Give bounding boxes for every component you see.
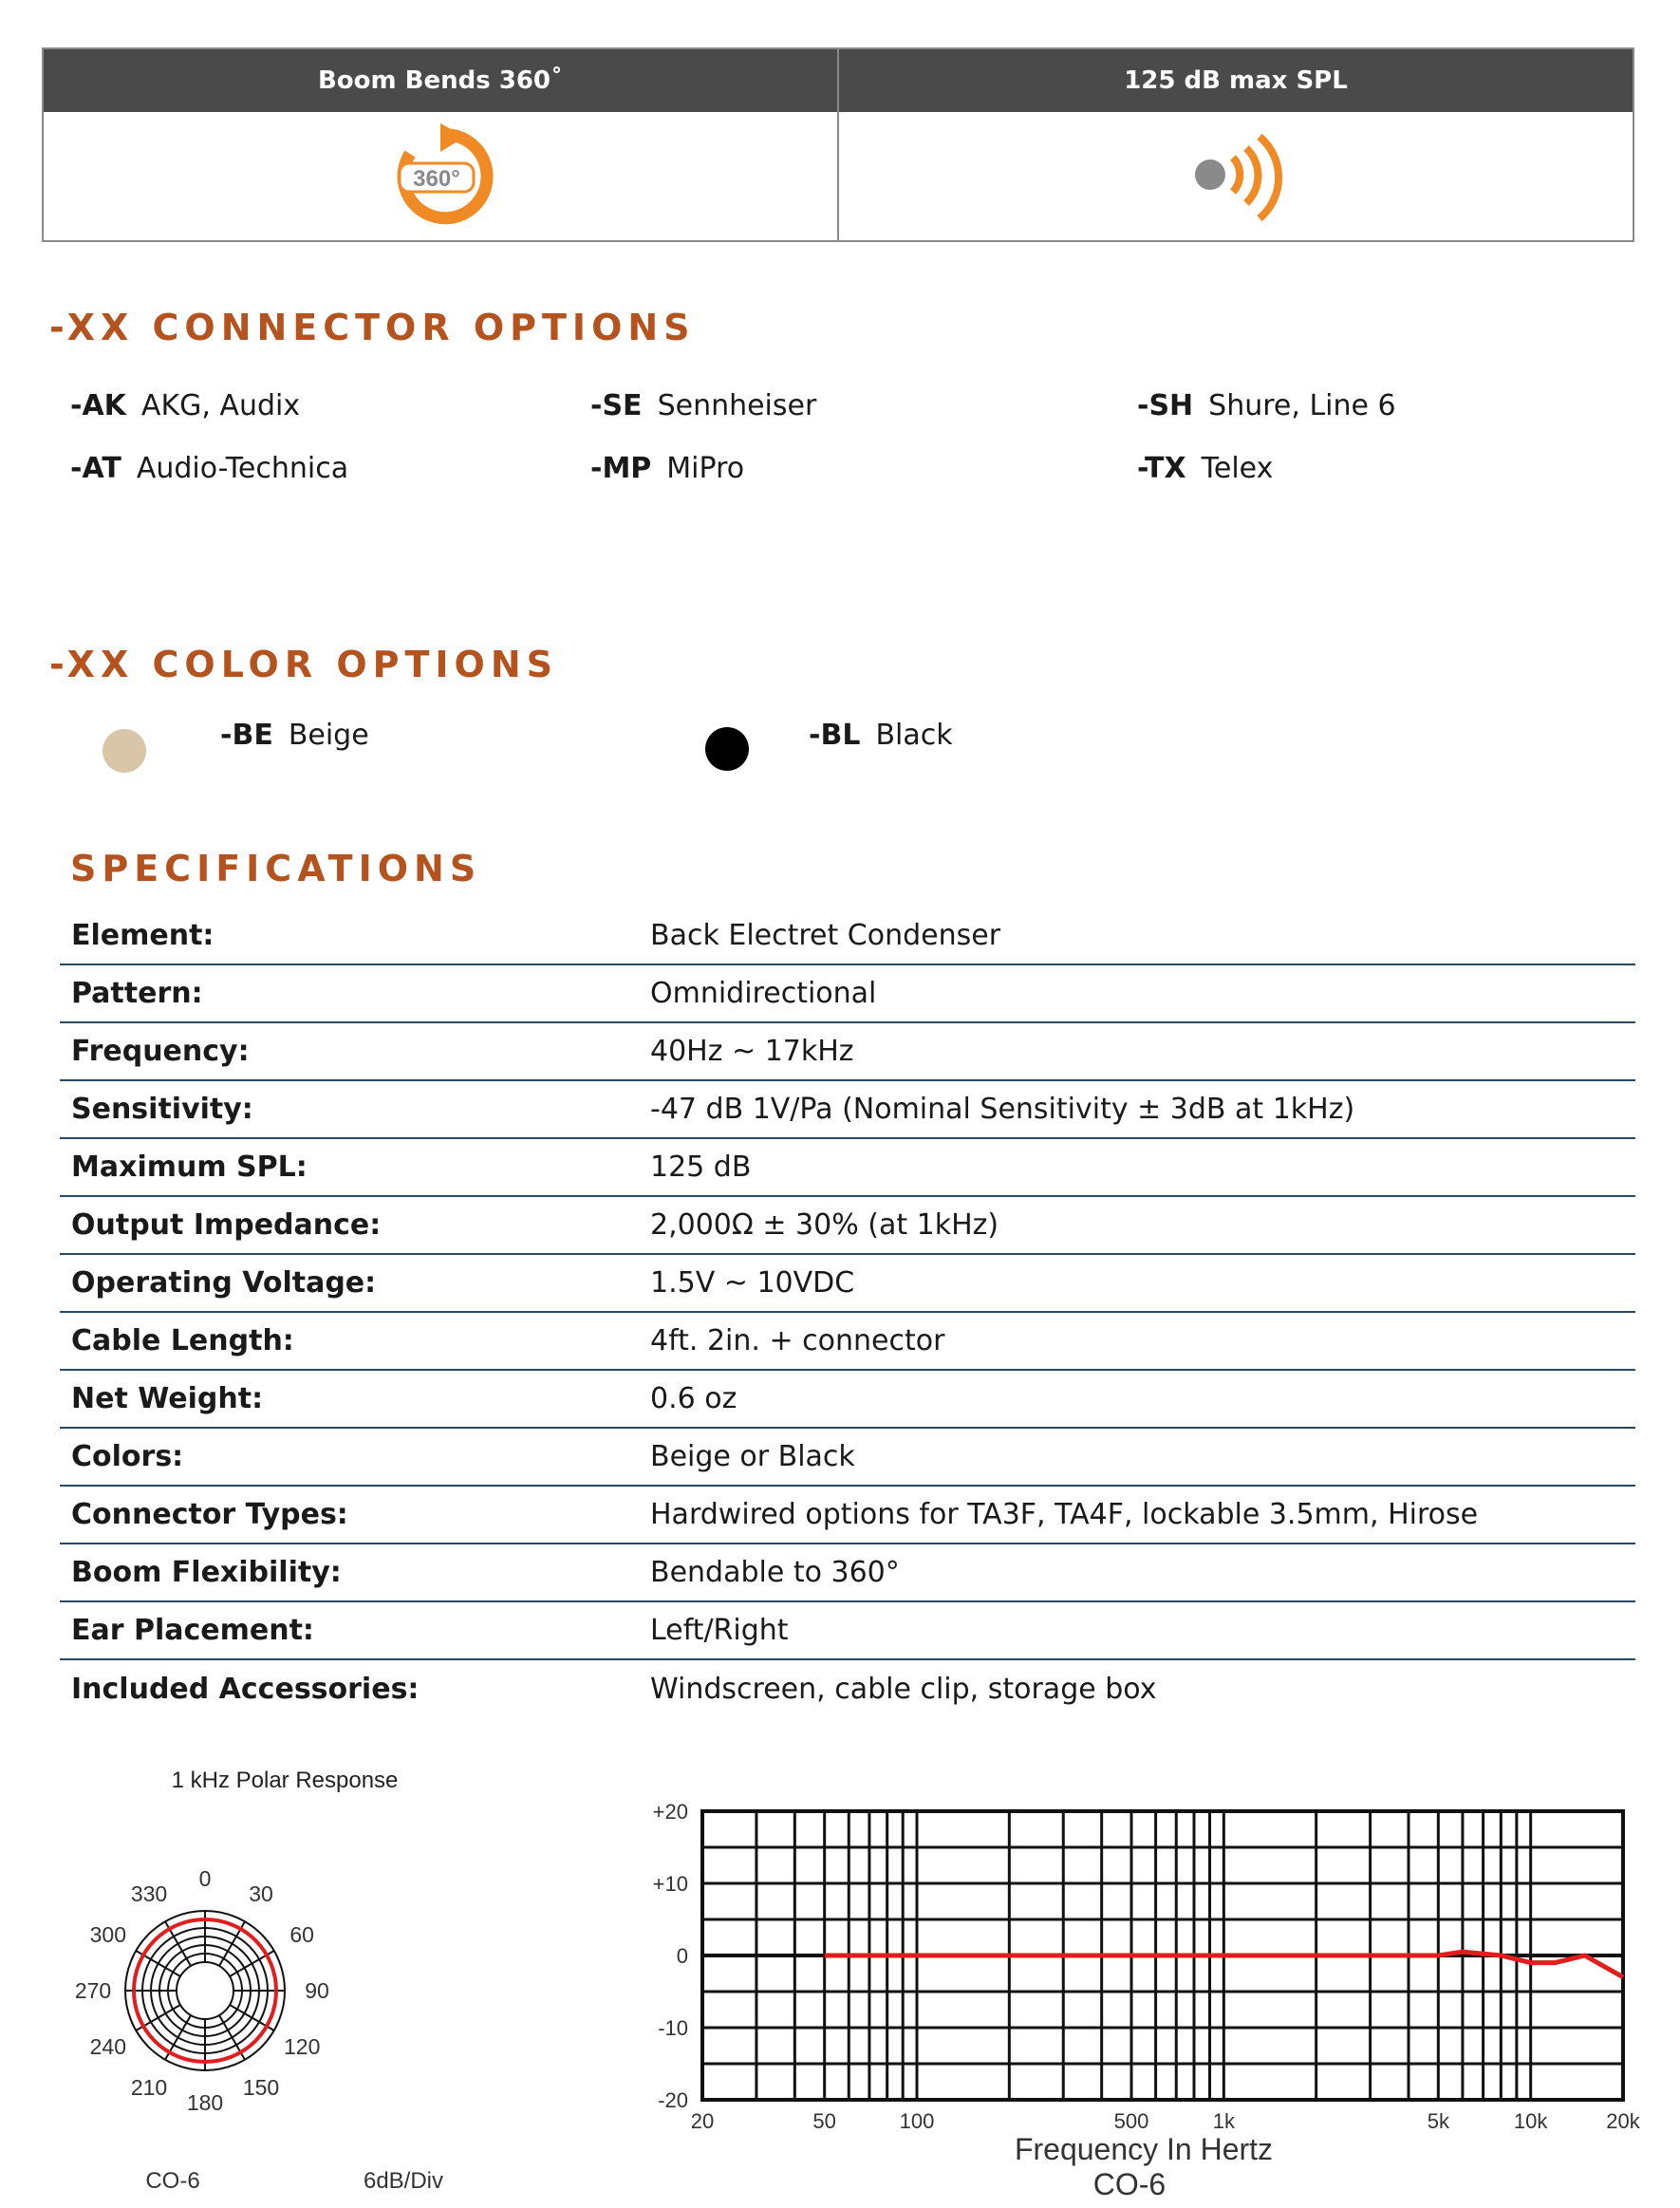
freq-model-label: CO-6 [1092, 2167, 1167, 2201]
spec-value: Bendable to 360° [650, 1556, 900, 1589]
spec-label: Element: [71, 919, 215, 952]
freq-x-tick-label: 5k [1427, 2109, 1449, 2133]
freq-y-tick-label: -10 [658, 2016, 688, 2040]
polar-angle-label: 300 [89, 1922, 126, 1947]
polar-angle-label: 180 [186, 2090, 224, 2115]
freq-x-tick-label: 100 [899, 2109, 935, 2133]
spec-label: Sensitivity: [71, 1093, 253, 1126]
spec-value: Omnidirectional [650, 977, 877, 1010]
spec-label: Colors: [71, 1440, 184, 1473]
spec-row [60, 1371, 1635, 1429]
spec-value: 40Hz ~ 17kHz [650, 1035, 854, 1068]
spec-value: Beige or Black [650, 1440, 855, 1473]
spec-row [60, 1602, 1635, 1660]
feature-label: 125 dB max SPL [839, 49, 1633, 112]
spec-label: Included Accessories: [71, 1673, 420, 1706]
spec-label: Frequency: [71, 1035, 250, 1068]
polar-angle-label: 210 [130, 2075, 168, 2101]
freq-x-axis-label: Frequency In Hertz [1014, 2132, 1274, 2166]
spec-label: Cable Length: [71, 1324, 294, 1357]
beige-swatch [103, 729, 146, 773]
spec-value: -47 dB 1V/Pa (Nominal Sensitivity ± 3dB at 1kHz) [650, 1093, 1355, 1126]
polar-response-chart [74, 1756, 498, 2202]
polar-angle-label: 60 [289, 1922, 314, 1947]
spec-row [60, 1487, 1635, 1544]
specifications-title: SPECIFICATIONS [70, 848, 482, 889]
connector-option: -MP MiPro [590, 452, 745, 485]
spec-value: Hardwired options for TA3F, TA4F, lockable 3.5mm, Hirose [650, 1498, 1479, 1531]
polar-angle-label: 330 [130, 1881, 168, 1906]
spec-value: 0.6 oz [650, 1382, 737, 1415]
black-swatch [705, 727, 749, 771]
spec-row [60, 1660, 1635, 1718]
polar-angle-label: 270 [74, 1978, 112, 2003]
polar-grid-ring [168, 1954, 242, 2028]
polar-angle-label: 0 [198, 1866, 212, 1891]
spec-label: Pattern: [71, 977, 203, 1010]
polar-grid-ring [177, 1962, 233, 2019]
freq-x-tick-label: 50 [812, 2109, 836, 2133]
freq-y-tick-label: +10 [652, 1872, 688, 1896]
spec-label: Boom Flexibility: [71, 1556, 342, 1589]
connector-option: -SH Shure, Line 6 [1137, 389, 1396, 422]
freq-y-tick-label: -20 [658, 2088, 688, 2112]
feature-boom-bends [44, 49, 837, 240]
spec-value: 2,000Ω ± 30% (at 1kHz) [650, 1208, 999, 1242]
freq-x-tick-label: 1k [1212, 2109, 1235, 2133]
spec-row [60, 1081, 1635, 1139]
spec-value: Windscreen, cable clip, storage box [650, 1673, 1157, 1706]
color-option-black: -BL Black [809, 719, 953, 752]
spec-value: 1.5V ~ 10VDC [650, 1266, 855, 1300]
spec-row [60, 1255, 1635, 1313]
polar-model-label: CO-6 [145, 2168, 200, 2194]
spec-value: 125 dB [650, 1151, 752, 1184]
spec-label: Ear Placement: [71, 1614, 314, 1647]
spec-label: Net Weight: [71, 1382, 264, 1415]
polar-angle-label: 30 [249, 1881, 273, 1906]
spec-row [60, 1023, 1635, 1081]
spec-value: 4ft. 2in. + connector [650, 1324, 945, 1357]
spec-value: Left/Right [650, 1614, 789, 1647]
spec-row [60, 1544, 1635, 1602]
sound-waves-icon [1184, 120, 1288, 234]
specifications-table [60, 908, 1635, 1718]
freq-x-tick-label: 10k [1513, 2109, 1548, 2133]
freq-y-tick-label: 0 [676, 1944, 688, 1968]
feature-max-spl [837, 49, 1633, 240]
color-options-title: -XX COLOR OPTIONS [49, 644, 559, 685]
connector-option: -AT Audio-Technica [70, 452, 349, 485]
frequency-response-chart [626, 1775, 1652, 2202]
polar-scale-label: 6dB/Div [363, 2168, 444, 2194]
polar-angle-label: 240 [89, 2034, 126, 2059]
feature-label: Boom Bends 360˚ [44, 49, 837, 112]
freq-x-tick-label: 20k [1606, 2109, 1640, 2133]
polar-title: 1 kHz Polar Response [171, 1768, 399, 1793]
feature-table [42, 47, 1634, 242]
connector-options-title: -XX CONNECTOR OPTIONS [49, 307, 696, 348]
spec-row [60, 1197, 1635, 1255]
spec-value: Back Electret Condenser [650, 919, 1001, 952]
polar-angle-label: 90 [305, 1978, 329, 2003]
rotate-icon-text: 360° [413, 165, 460, 192]
freq-x-tick-label: 500 [1113, 2109, 1149, 2133]
spec-label: Connector Types: [71, 1498, 348, 1531]
spec-label: Maximum SPL: [71, 1151, 308, 1184]
spec-row [60, 1429, 1635, 1487]
spec-row [60, 908, 1635, 965]
connector-option: -SE Sennheiser [590, 389, 817, 422]
spec-label: Operating Voltage: [71, 1266, 377, 1300]
polar-angle-label: 120 [284, 2034, 321, 2059]
spec-row [60, 965, 1635, 1023]
rotate-360-icon [383, 120, 497, 234]
connector-option: -TX Telex [1137, 452, 1274, 485]
spec-row [60, 1139, 1635, 1197]
spec-row [60, 1313, 1635, 1371]
freq-y-tick-label: +20 [652, 1800, 688, 1824]
freq-x-tick-label: 20 [690, 2109, 715, 2133]
polar-angle-label: 150 [242, 2075, 280, 2101]
color-option-beige: -BE Beige [220, 719, 369, 752]
connector-option: -AK AKG, Audix [70, 389, 301, 422]
spec-label: Output Impedance: [71, 1208, 382, 1242]
